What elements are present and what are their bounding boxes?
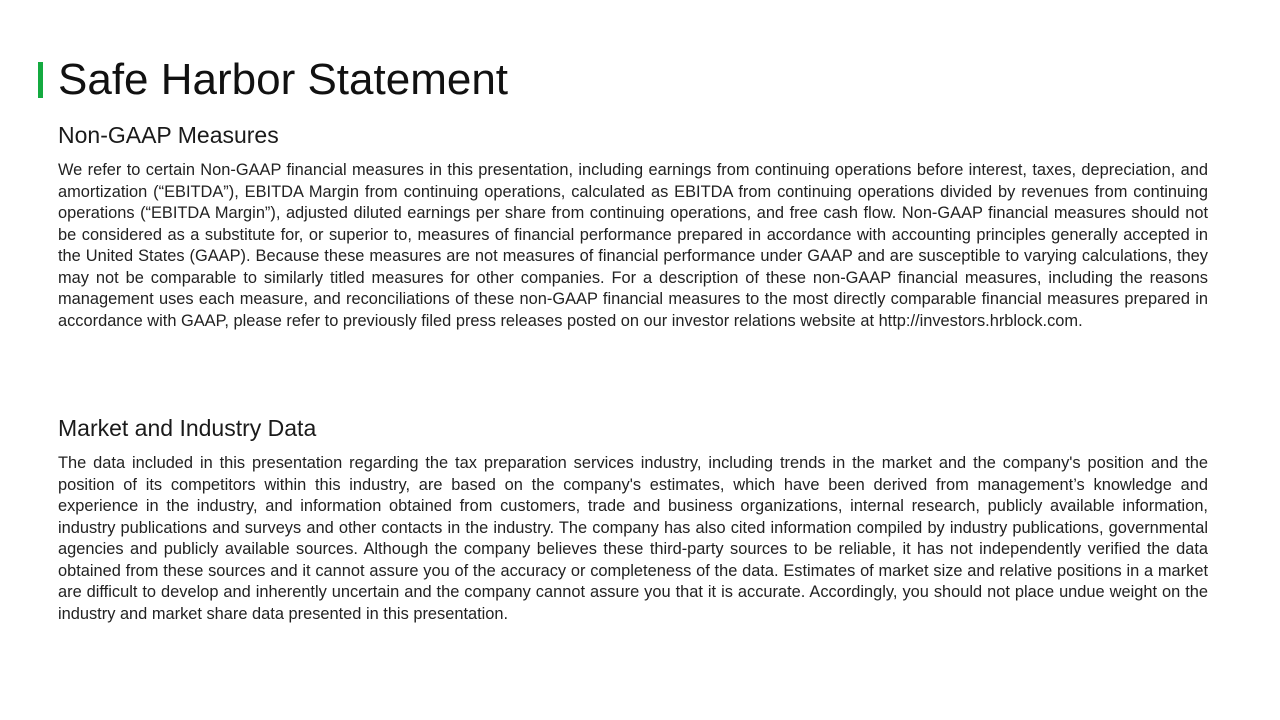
market-data-section <box>58 413 1208 625</box>
section-body-non-gaap: We refer to certain Non-GAAP financial measures in this presentation, including earnings from continuing operations before interest, taxes, depreciation, and amortization (“EBITDA”), EBITDA Margin from continuing operations, calculated as EBITDA from continuing operations divided by revenues from continuing operations (“EBITDA Margin”), adjusted diluted earnings per share from continuing operations, and free cash flow. Non-GAAP financial measures should not be considered as a substitute for, or superior to, measures of financial performance prepared in accordance with accounting principles generally accepted in the United States (GAAP). Because these measures are not measures of financial performance under GAAP and are susceptible to varying calculations, they may not be comparable to similarly titled measures for other companies. For a description of these non-GAAP financial measures, including the reasons management uses each measure, and reconciliations of these non-GAAP financial measures to the most directly comparable financial measures prepared in accordance with GAAP, please refer to previously filed press releases posted on our investor relations website at http://investors.hrblock.com. <box>58 161 1208 330</box>
non-gaap-section <box>58 120 1208 332</box>
section-heading-non-gaap: Non-GAAP Measures <box>58 122 279 148</box>
section-body-market-data: The data included in this presentation regarding the tax preparation services industry, including trends in the market and the company's position and the position of its competitors within this industry, are based on the company's estimates, which have been derived from management’s knowledge and experience in the industry, and information obtained from customers, trade and business organizations, internal research, publicly available information, industry publications and surveys and other contacts in the industry. The company has also cited information compiled by industry publications, governmental agencies and publicly available sources. Although the company believes these third-party sources to be reliable, it has not independently verified the data obtained from these sources and it cannot assure you of the accuracy or completeness of the data. Estimates of market size and relative positions in a market are difficult to develop and inherently uncertain and the company cannot assure you that it is accurate. Accordingly, you should not place undue weight on the industry and market share data presented in this presentation. <box>58 454 1208 623</box>
title-accent-bar <box>38 62 43 98</box>
page-title: Safe Harbor Statement <box>58 55 509 104</box>
section-heading-market-data: Market and Industry Data <box>58 415 317 441</box>
